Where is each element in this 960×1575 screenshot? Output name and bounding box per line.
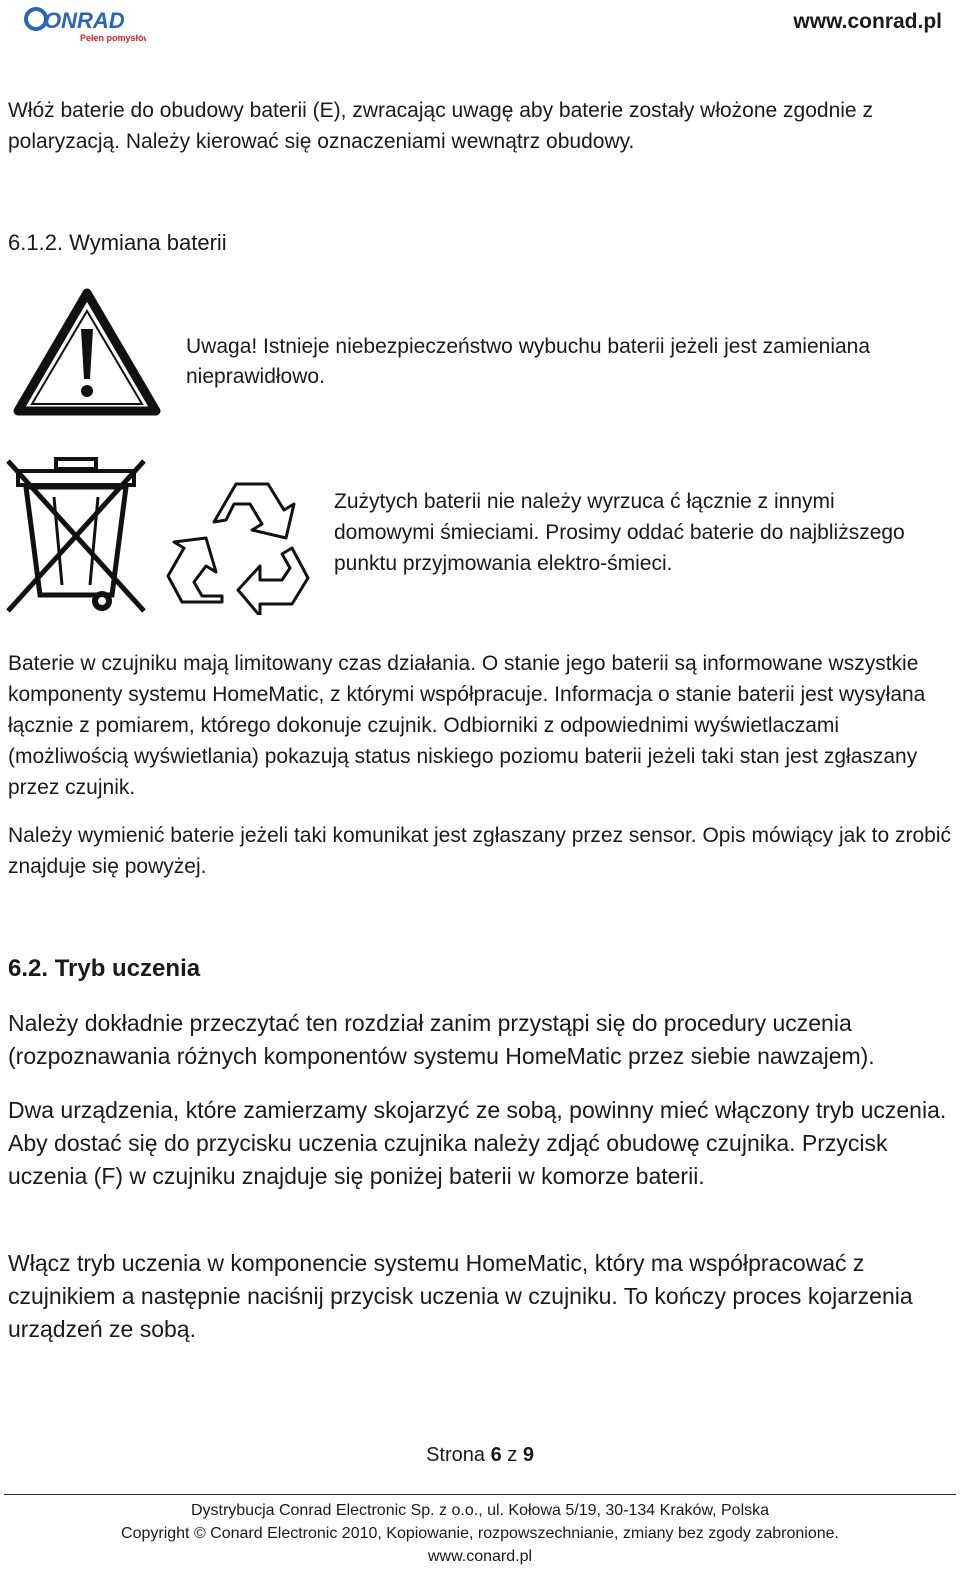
footer-divider bbox=[4, 1494, 956, 1495]
crossed-bin-icon bbox=[4, 455, 149, 620]
learning-paragraph-2: Dwa urządzenia, które zamierzamy skojarzyć ze sobą, powinny mieć włączony tryb uczenia. Aby dostać się do przycisku uczenia czujnika należy zdjąć obudowę czujnika. Przycisk uczenia (F) w czujniku znajduje się poniżej baterii w komorze baterii. bbox=[8, 1097, 947, 1189]
header-url[interactable]: www.conrad.pl bbox=[793, 10, 942, 33]
section-heading-learning-mode: 6.2. Tryb uczenia bbox=[8, 955, 201, 982]
footer-copyright: Copyright © Conard Electronic 2010, Kopiowanie, rozpowszechnianie, zmiany bez zgody zabronione. bbox=[121, 1525, 839, 1542]
page-number bbox=[0, 1444, 960, 1467]
warning-text: Uwaga! Istnieje niebezpieczeństwo wybuchu baterii jeżeli jest zamieniana nieprawidłowo. bbox=[186, 335, 871, 388]
learning-paragraph-3: Włącz tryb uczenia w komponencie systemu HomeMatic, który ma współpracować z czujnikiem a następnie naciśnij przycisk uczenia w czujniku. To kończy proces kojarzenia urządzeń ze sobą. bbox=[8, 1250, 913, 1342]
conrad-logo bbox=[24, 6, 146, 46]
svg-text:Pełen pomysłów: Pełen pomysłów bbox=[80, 33, 146, 43]
page-separator: z bbox=[507, 1444, 518, 1466]
intro-paragraph: Włóż baterie do obudowy baterii (E), zwracając uwagę aby baterie zostały włożone zgodnie z polaryzacją. Należy kierować się oznaczeniami wewnątrz obudowy. bbox=[8, 99, 873, 153]
battery-lifetime-paragraph: Baterie w czujniku mają limitowany czas działania. O stanie jego baterii są informowane wszystkie komponenty systemu HomeMatic, z którymi współpracuje. Informacja o stanie baterii jest wysyłana łącznie z pomiarem, którego dokonuje czujnik. Odbiorniki z odpowiednimi wyświetlaczami (możliwością wyświetlania) pokazują status niskiego poziomu baterii jeżeli taki stan jest zgłaszany przez czujnik. bbox=[8, 652, 926, 799]
replace-battery-paragraph: Należy wymienić baterie jeżeli taki komunikat jest zgłaszany przez sensor. Opis mówiący jak to zrobić znajduje się powyżej. bbox=[8, 824, 952, 878]
page-total: 9 bbox=[522, 1444, 534, 1466]
page-current: 6 bbox=[490, 1444, 502, 1466]
conrad-logo-graphic bbox=[24, 6, 146, 46]
footer-distributor: Dystrybucja Conrad Electronic Sp. z o.o., ul. Kołowa 5/19, 30-134 Kraków, Polska bbox=[190, 1502, 770, 1519]
footer-url[interactable]: www.conard.pl bbox=[427, 1548, 533, 1565]
svg-text:ONRAD: ONRAD bbox=[44, 8, 125, 33]
section-heading-battery-replacement: 6.1.2. Wymiana baterii bbox=[8, 230, 227, 255]
page-prefix: Strona bbox=[426, 1444, 485, 1466]
learning-paragraph-1: Należy dokładnie przeczytać ten rozdział zanim przystąpi się do procedury uczenia (rozpoznawania różnych komponentów systemu HomeMatic przez siebie nawzajem). bbox=[8, 1010, 875, 1069]
disposal-text: Zużytych baterii nie należy wyrzuca ć łącznie z innymi domowymi śmieciami. Prosimy oddać baterie do najbliższego punktu przyjmowania elektro-śmieci. bbox=[334, 490, 905, 575]
warning-icon bbox=[12, 287, 162, 424]
recycle-icon bbox=[164, 470, 314, 620]
